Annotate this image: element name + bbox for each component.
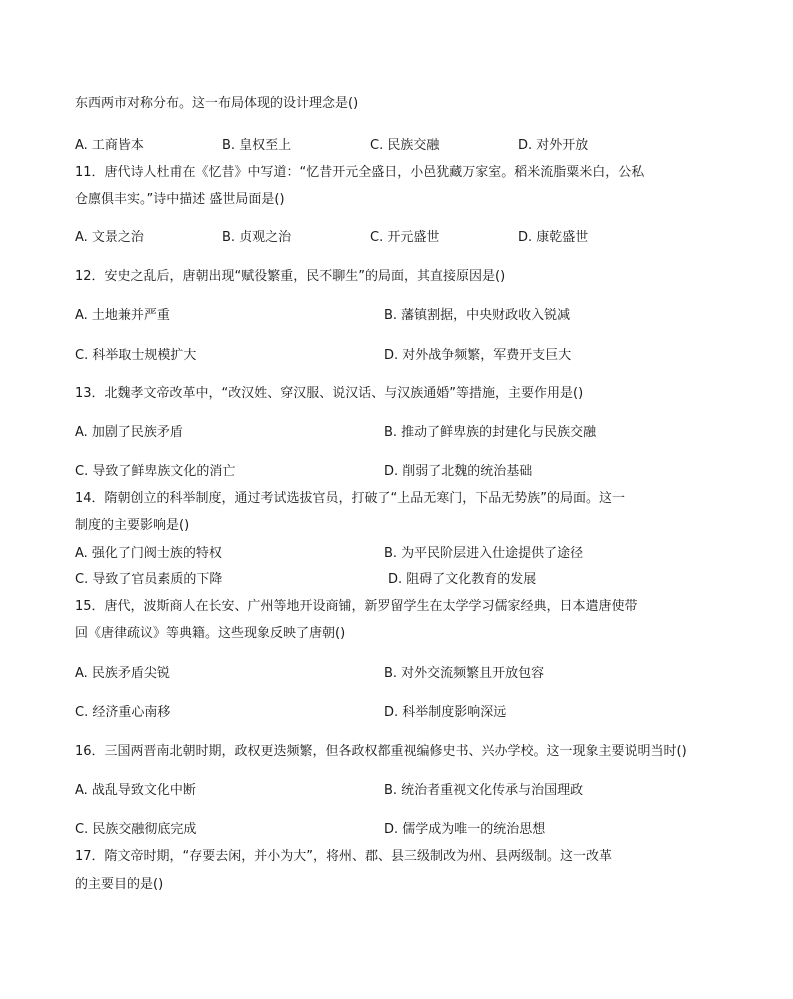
question-stem-line: 15．唐代，波斯商人在长安、广州等地开设商铺，新罗留学生在太学学习儒家经典，日本遣唐使带 [75,599,638,614]
option-a[interactable]: A. 土地兼并严重 [75,308,170,323]
question-stem-line: 仓廪俱丰实。”诗中描述 盛世局面是() [75,192,285,207]
option-b[interactable]: B. 皇权至上 [222,138,292,153]
option-c[interactable]: C. 导致了鲜卑族文化的消亡 [75,464,236,479]
option-d[interactable]: D. 削弱了北魏的统治基础 [384,464,533,479]
question-stem-line: 回《唐律疏议》等典籍。这些现象反映了唐朝() [75,626,346,641]
option-d[interactable]: D. 儒学成为唯一的统治思想 [384,822,546,837]
option-b[interactable]: B. 推动了鲜卑族的封建化与民族交融 [384,425,597,440]
option-a[interactable]: A. 文景之治 [75,230,144,245]
option-a[interactable]: A. 战乱导致文化中断 [75,783,196,798]
option-c[interactable]: C. 民族交融 [370,138,440,153]
question-stem-line: 11．唐代诗人杜甫在《忆昔》中写道：“忆昔开元全盛日，小邑犹藏万家室。稻米流脂粟米白，公私 [75,165,645,180]
option-a[interactable]: A. 强化了门阀士族的特权 [75,546,222,561]
option-c[interactable]: C. 经济重心南移 [75,705,171,720]
option-d[interactable]: D. 阻碍了文化教育的发展 [388,572,537,587]
option-a[interactable]: A. 民族矛盾尖锐 [75,666,170,681]
option-d[interactable]: D. 对外开放 [518,138,589,153]
option-b[interactable]: B. 对外交流频繁且开放包容 [384,666,545,681]
question-stem-line: 17．隋文帝时期，“存要去闲，并小为大”，将州、郡、县三级制改为州、县两级制。这一改革 [75,849,613,864]
question-stem-line: 13．北魏孝文帝改革中，“改汉姓、穿汉服、说汉话、与汉族通婚”等措施，主要作用是() [75,386,584,401]
option-c[interactable]: C. 导致了官员素质的下降 [75,572,223,587]
option-d[interactable]: D. 康乾盛世 [518,230,589,245]
question-stem-line: 12．安史之乱后，唐朝出现“赋役繁重，民不聊生”的局面，其直接原因是() [75,269,506,284]
option-b[interactable]: B. 贞观之治 [222,230,292,245]
option-c[interactable]: C. 科举取士规模扩大 [75,348,197,363]
question-stem-line: 16．三国两晋南北朝时期，政权更迭频繁，但各政权都重视编修史书、兴办学校。这一现象主要说明当时() [75,744,687,759]
option-c[interactable]: C. 民族交融彻底完成 [75,822,197,837]
question-stem-line: 的主要目的是() [75,877,164,892]
option-b[interactable]: B. 统治者重视文化传承与治国理政 [384,783,584,798]
question-stem-line: 制度的主要影响是() [75,518,190,533]
option-d[interactable]: D. 科举制度影响深远 [384,705,507,720]
question-stem-line: 14．隋朝创立的科举制度，通过考试选拔官员，打破了“上品无寒门，下品无势族”的局面。这一 [75,491,626,506]
option-d[interactable]: D. 对外战争频繁，军费开支巨大 [384,348,572,363]
option-b[interactable]: B. 为平民阶层进入仕途提供了途径 [384,546,584,561]
option-b[interactable]: B. 藩镇割据，中央财政收入锐减 [384,308,571,323]
option-c[interactable]: C. 开元盛世 [370,230,440,245]
option-a[interactable]: A. 加剧了民族矛盾 [75,425,183,440]
option-a[interactable]: A. 工商皆本 [75,138,144,153]
question-stem-line: 东西两市对称分布。这一布局体现的设计理念是() [75,96,359,111]
